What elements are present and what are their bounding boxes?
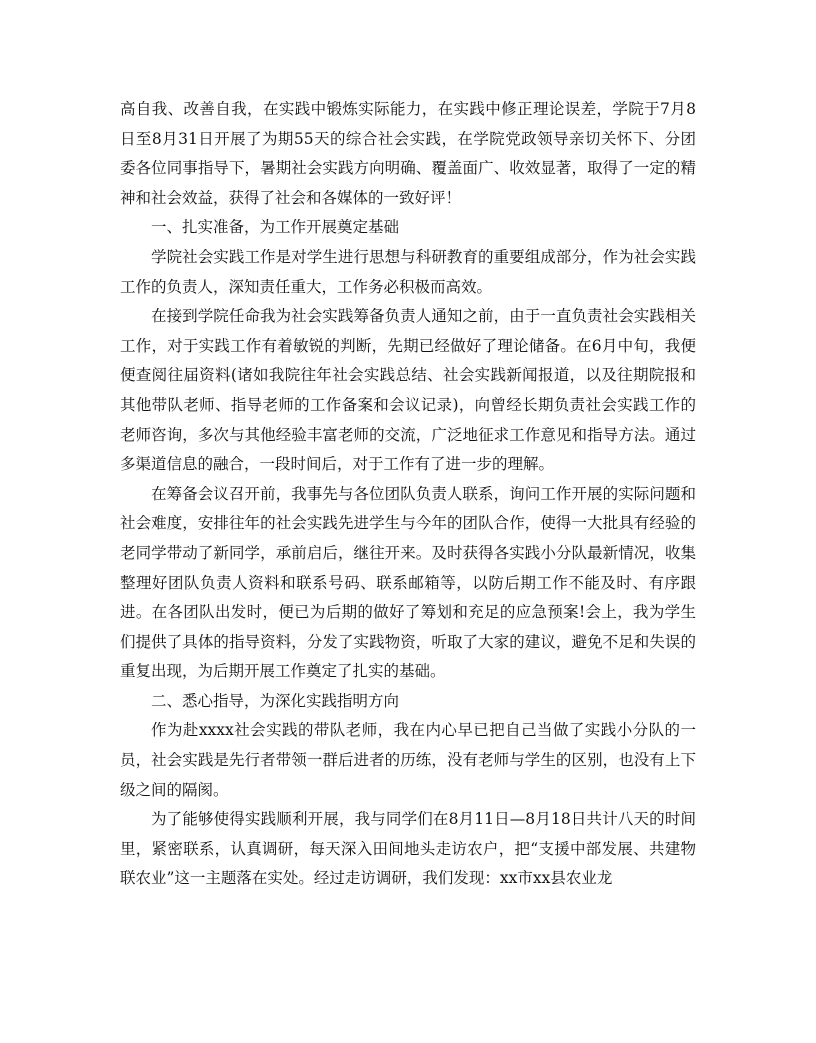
paragraph-continuation: 高自我、改善自我，在实践中锻炼实际能力，在实践中修正理论误差，学院于7月8日至8月31日开展了为期55天的综合社会实践，在学院党政领导亲切关怀下、分团委各位同事指导下，暑期社会实践方向明确、覆盖面广、收效显著，取得了一定的精神和社会效益，获得了社会和各媒体的一致好评！ bbox=[120, 100, 696, 207]
section-heading-preparation: 一、扎实准备，为工作开展奠定基础 bbox=[151, 218, 400, 237]
section-heading-guidance: 二、悉心指导，为深化实践指明方向 bbox=[151, 691, 400, 710]
paragraph: 作为赴xxxx社会实践的带队老师，我在内心早已把自己当做了实践小分队的一员，社会实践是先行者带领一群后进者的历练，没有老师与学生的区别，也没有上下级之间的隔阂。 bbox=[120, 721, 696, 799]
paragraph: 在筹备会议召开前，我事先与各位团队负责人联系，询问工作开展的实际问题和社会难度，安排往年的社会实践先进学生与今年的团队合作，使得一大批具有经验的老同学带动了新同学，承前启后，继往开来。及时获得各实践小分队最新情况，收集整理好团队负责人资料和联系号码、联系邮箱等，以防后期工作不能及时、有序跟进。在各团队出发时，便已为后期的做好了筹划和充足的应急预案!会上，我为学生们提供了具体的指导资料，分发了实践物资，听取了大家的建议，避免不足和失误的重复出现，为后期开展工作奠定了扎实的基础。 bbox=[120, 484, 696, 681]
paragraph: 为了能够使得实践顺利开展，我与同学们在8月11日—8月18日共计八天的时间里，紧密联系，认真调研，每天深入田间地头走访农户，把“支援中部发展、共建物联农业”这一主题落在实处。经过走访调研，我们发现：xx市xx县农业龙 bbox=[120, 810, 696, 888]
paragraph: 学院社会实践工作是对学生进行思想与科研教育的重要组成部分，作为社会实践工作的负责人，深知责任重大，工作务必积极而高效。 bbox=[120, 247, 696, 296]
paragraph: 在接到学院任命我为社会实践筹备负责人通知之前，由于一直负责社会实践相关工作，对于实践工作有着敏锐的判断，先期已经做好了理论储备。在6月中旬，我便便查阅往届资料(诸如我院往年社会实践总结、社会实践新闻报道，以及往期院报和其他带队老师、指导老师的工作备案和会议记录)，向曾经长期负责社会实践工作的老师咨询，多次与其他经验丰富老师的交流，广泛地征求工作意见和指导方法。通过多渠道信息的融合，一段时间后，对于工作有了进一步的理解。 bbox=[120, 307, 696, 474]
document-body bbox=[120, 95, 696, 894]
